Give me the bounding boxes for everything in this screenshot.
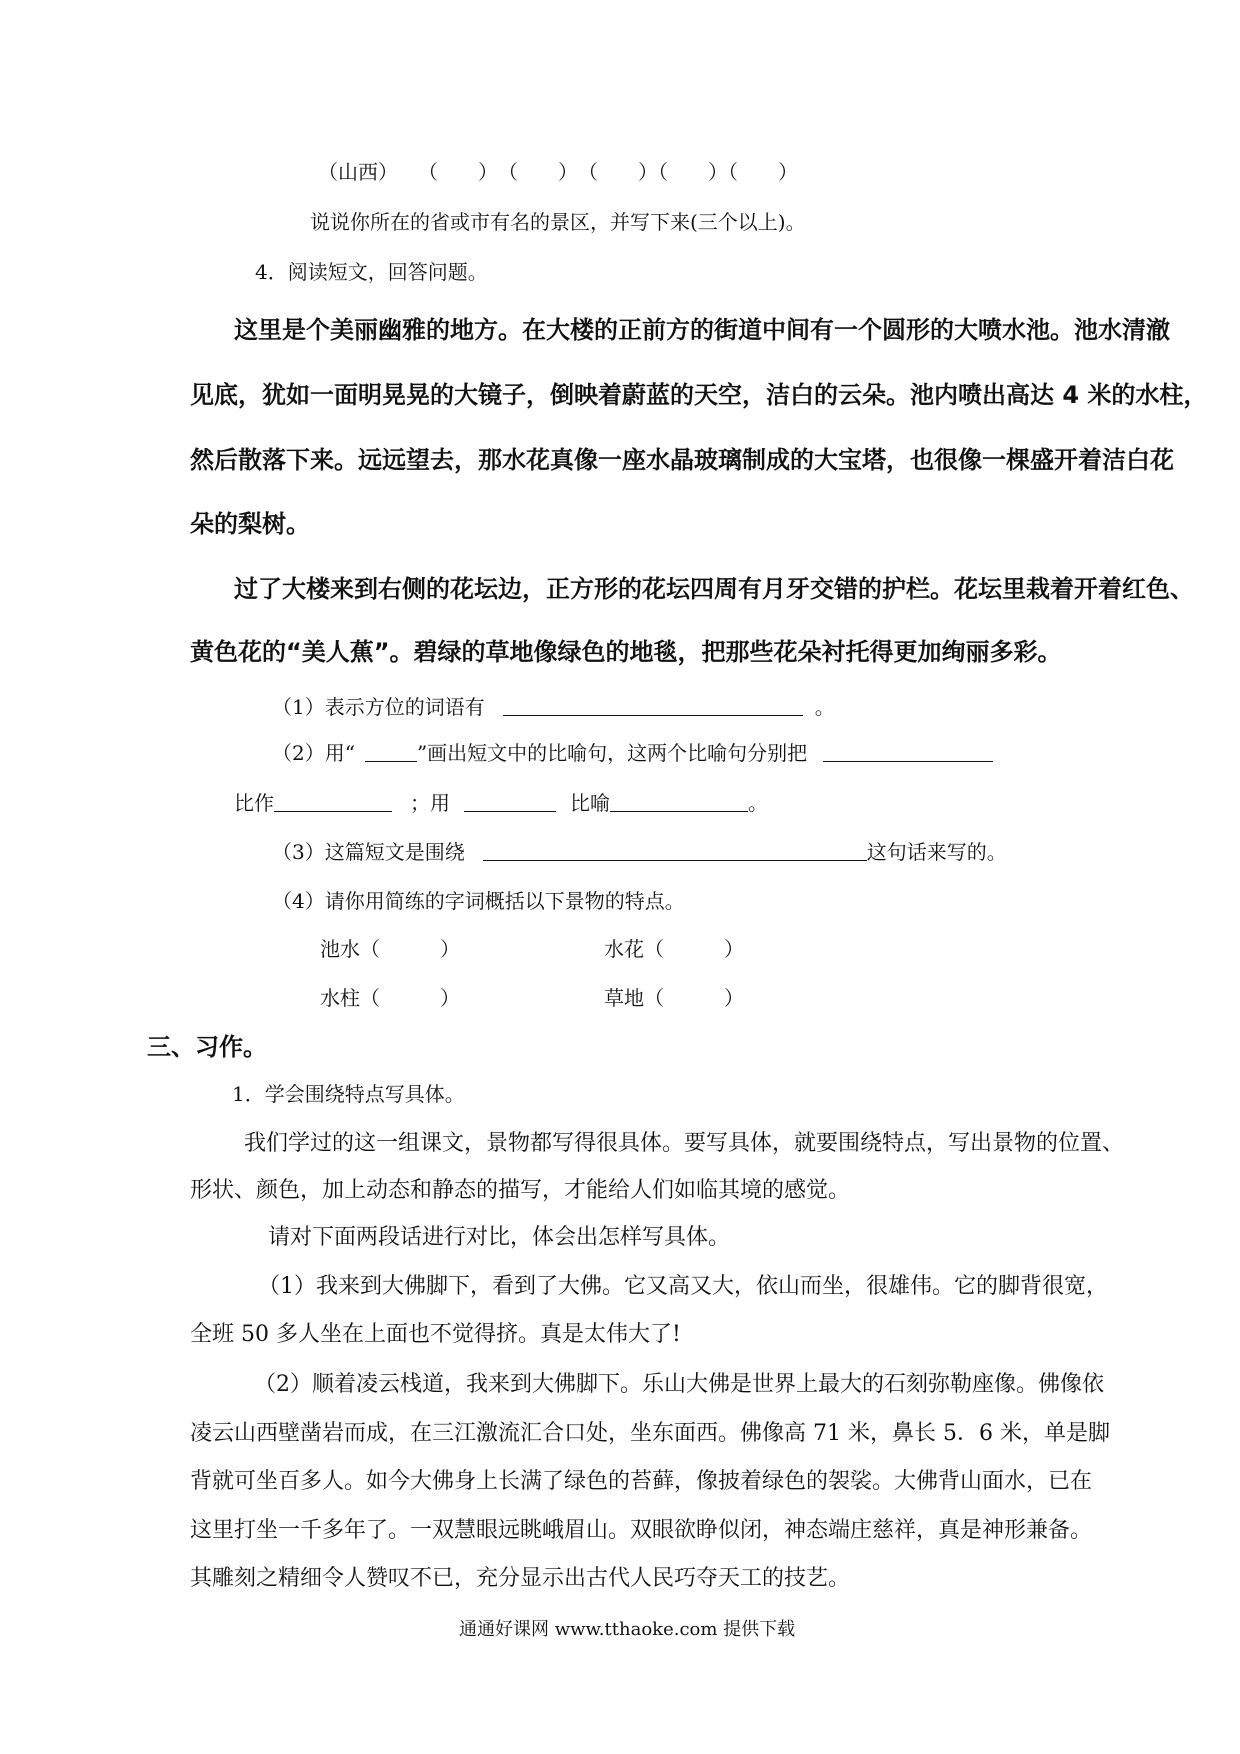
passage-p1-line1: 这里是个美丽幽雅的地方。在大楼的正前方的街道中间有一个圆形的大喷水池。池水清澈: [234, 316, 1170, 344]
feature-item-lawn: 草地（ ）: [604, 986, 744, 1010]
q2b-label-a: 比作: [234, 791, 274, 815]
example-2-line3: 背就可坐百多人。如今大佛身上长满了绿色的苔藓，像披着绿色的袈裟。大佛背山面水，已在: [190, 1469, 1093, 1494]
question-1-blank[interactable]: [503, 715, 803, 716]
feature-item-spray: 水花（ ）: [604, 937, 744, 961]
question-2-blank-1[interactable]: [823, 761, 993, 762]
example-1-line1: （1）我来到大佛脚下，看到了大佛。它又高又大，依山而坐，很雄伟。它的脚背很宽，: [258, 1274, 1108, 1299]
example-1-line2: 全班 50 多人坐在上面也不觉得挤。真是太伟大了!: [190, 1322, 681, 1347]
question-1-period: 。: [814, 695, 835, 719]
q4-title: 4．阅读短文，回答问题。: [255, 260, 488, 284]
question-1: [272, 697, 835, 717]
writing-para-line1: 我们学过的这一组课文，景物都写得很具体。要写具体，就要围绕特点，写出景物的位置、: [244, 1131, 1125, 1156]
passage-p1-line4: 朵的梨树。: [190, 510, 310, 538]
question-2-text-b: ”画出短文中的比喻句，这两个比喻句分别把: [416, 741, 808, 765]
writing-para-line2: 形状、颜色，加上动态和静态的描写，才能给人们如临其境的感觉。: [190, 1178, 851, 1203]
question-3-blank[interactable]: [483, 860, 867, 861]
question-4: （4）请你用简练的字词概括以下景物的特点。: [272, 889, 685, 913]
q3-instruction: 说说你所在的省或市有名的景区，并写下来(三个以上)。: [310, 210, 806, 234]
q2b-label-c: 比喻: [570, 791, 610, 815]
province-answer-row: （山西） （ ） （ ） （ ）（ ）（ ）: [318, 160, 798, 184]
footer-download-note: 通通好课网 www.tthaoke.com 提供下载: [459, 1619, 796, 1640]
passage-p1-line3: 然后散落下来。远远望去，那水花真像一座水晶玻璃制成的大宝塔，也很像一棵盛开着洁白花: [190, 446, 1174, 474]
section-3-heading: 三、习作。: [147, 1033, 267, 1061]
question-2-blank-2[interactable]: [274, 811, 392, 812]
underline-sample-blank: [365, 761, 417, 762]
q2b-label-b: ；用: [410, 791, 450, 815]
question-3-text-b: 这句话来写的。: [866, 840, 1007, 864]
q2b-label-d: 。: [748, 791, 768, 815]
example-2-line1: （2）顺着凌云栈道，我来到大佛脚下。乐山大佛是世界上最大的石刻弥勒座像。佛像依: [254, 1372, 1104, 1397]
question-2-text-a: （2）用“: [272, 741, 355, 765]
question-2-continued: [234, 793, 768, 813]
example-2-line4: 这里打坐一千多年了。一双慧眼远眺峨眉山。双眼欲睁似闭，神态端庄慈祥，真是神形兼备。: [190, 1518, 1093, 1543]
passage-p2-line2: 黄色花的“美人蕉”。碧绿的草地像绿色的地毯，把那些花朵衬托得更加绚丽多彩。: [190, 638, 1062, 666]
example-2-line2: 凌云山西壁凿岩而成，在三江激流汇合口处，坐东面西。佛像高 71 米，鼻长 5．6 米，单是脚: [190, 1421, 1110, 1446]
example-2-line5: 其雕刻之精细令人赞叹不已，充分显示出古代人民巧夺天工的技艺。: [190, 1566, 851, 1591]
question-1-text: （1）表示方位的词语有: [272, 695, 485, 719]
feature-item-water-column: 水柱（ ）: [320, 986, 460, 1010]
question-2: [272, 743, 993, 763]
question-2-blank-3[interactable]: [464, 811, 556, 812]
question-2-blank-4[interactable]: [610, 811, 748, 812]
feature-item-pool-water: 池水（ ）: [320, 937, 460, 961]
passage-p2-line1: 过了大楼来到右侧的花坛边，正方形的花坛四周有月牙交错的护栏。花坛里栽着开着红色、: [234, 575, 1194, 603]
question-3-text-a: （3）这篇短文是围绕: [272, 840, 465, 864]
question-3: [272, 842, 1007, 862]
compare-instruction: 请对下面两段话进行对比，体会出怎样写具体。: [268, 1225, 731, 1250]
passage-p1-line2: 见底，犹如一面明晃晃的大镜子，倒映着蔚蓝的天空，洁白的云朵。池内喷出高达 4 米的水柱，: [190, 381, 1208, 409]
section-3-item-1: 1．学会围绕特点写具体。: [232, 1082, 465, 1106]
